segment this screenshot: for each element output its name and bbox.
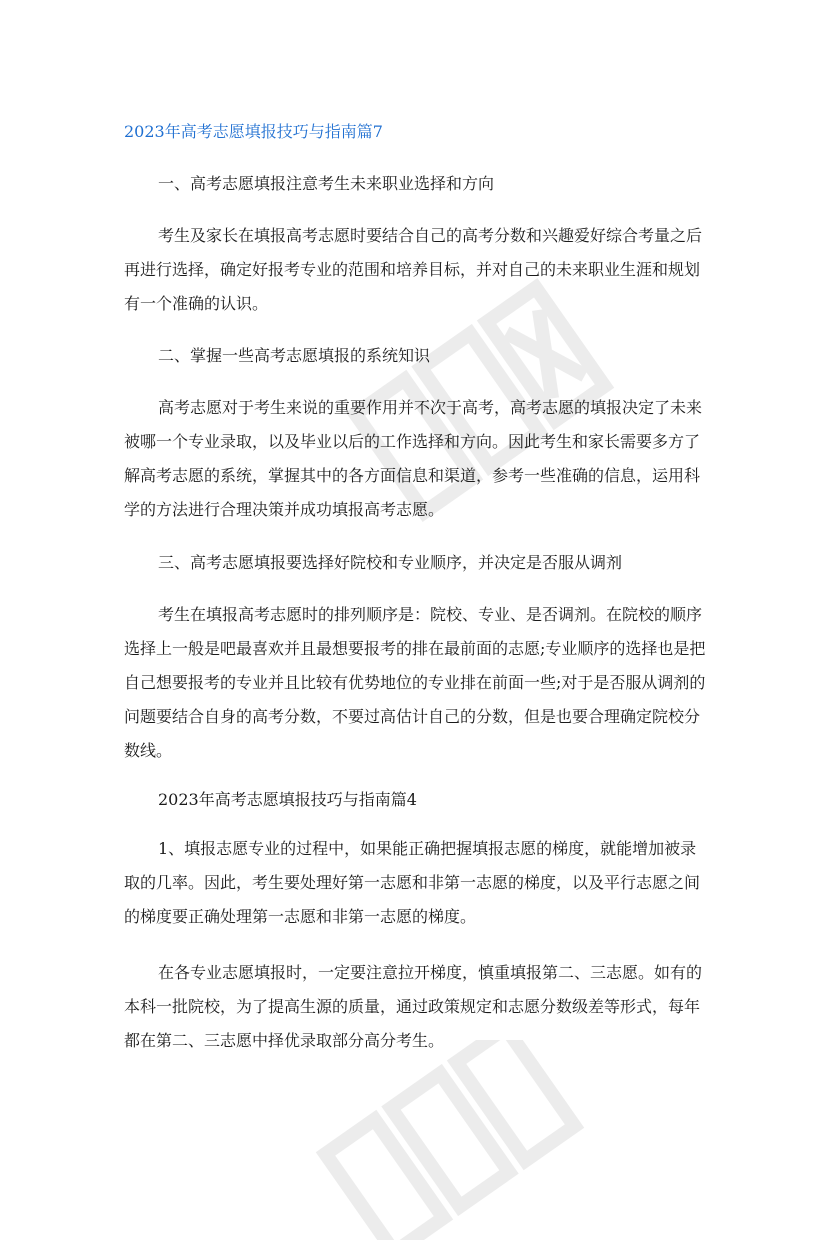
paragraph-5: 在各专业志愿填报时，一定要注意拉开梯度，慎重填报第二、三志愿。如有的本科一批院校，为了提高生源的质量，通过政策规定和志愿分数级差等形式，每年都在第二、三志愿中择优录取部分高分考生。: [124, 963, 703, 1050]
document-title: 2023年高考志愿填报技巧与指南篇7: [124, 122, 383, 141]
section-2-heading: 二、掌握一些高考志愿填报的系统知识: [158, 346, 431, 365]
subtitle: 2023年高考志愿填报技巧与指南篇4: [158, 790, 417, 809]
section-1-heading: 一、高考志愿填报注意考生未来职业选择和方向: [158, 174, 495, 193]
section-2-paragraph: 高考志愿对于考生来说的重要作用并不次于高考，高考志愿的填报决定了未来被哪一个专业录取，以及毕业以后的工作选择和方向。因此考生和家长需要多方了解高考志愿的系统，掌握其中的各方面信息和渠道，参考一些准确的信息，运用科学的方法进行合理决策并成功填报高考志愿。: [124, 398, 703, 519]
watermark-logo-bottom: [300, 1040, 600, 1240]
section-3-paragraph: 考生在填报高考志愿时的排列顺序是：院校、专业、是否调剂。在院校的顺序选择上一般是吧最喜欢并且最想要报考的排在最前面的志愿;专业顺序的选择也是把自己想要报考的专业并且比较有优势地位的专业排在前面一些;对于是否服从调剂的问题要结合自身的高考分数，不要过高估计自己的分数，但是也要合理确定院校分数线。: [124, 605, 706, 760]
section-1-paragraph: 考生及家长在填报高考志愿时要结合自己的高考分数和兴趣爱好综合考量之后再进行选择，确定好报考专业的范围和培养目标，并对自己的未来职业生涯和规划有一个准确的认识。: [124, 226, 703, 313]
section-3-heading: 三、高考志愿填报要选择好院校和专业顺序，并决定是否服从调剂: [158, 553, 623, 572]
paragraph-4: 1、填报志愿专业的过程中，如果能正确把握填报志愿的梯度，就能增加被录取的几率。因此，考生要处理好第一志愿和非第一志愿的梯度，以及平行志愿之间的梯度要正确处理第一志愿和非第一志愿的梯度。: [124, 839, 701, 926]
